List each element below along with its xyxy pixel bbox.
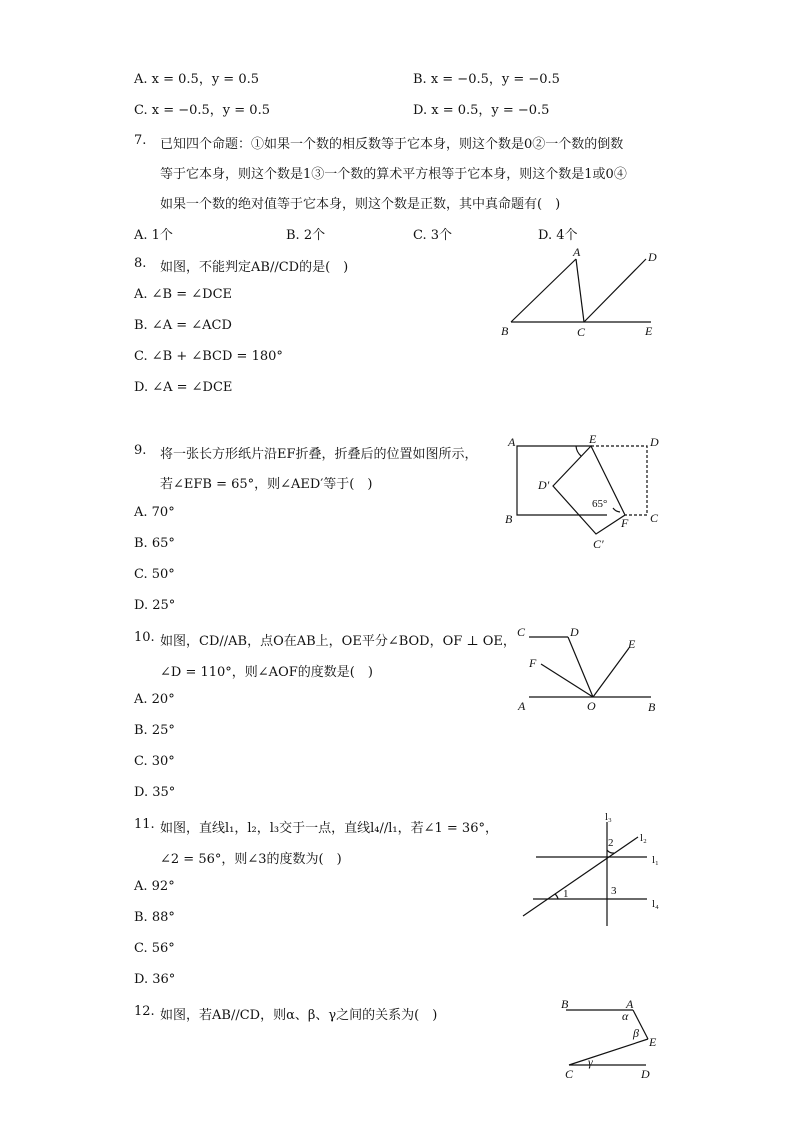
q10-option-d: D. 35° — [134, 785, 176, 800]
q6-option-d: D. x = 0.5，y = −0.5 — [413, 103, 550, 118]
q9-label-d: D — [650, 435, 659, 449]
q9-label-f: F — [621, 516, 629, 530]
q8-label-e: E — [645, 324, 653, 338]
q6-option-a: A. x = 0.5，y = 0.5 — [134, 72, 259, 87]
q8-option-c: C. ∠B + ∠BCD = 180° — [134, 349, 283, 364]
q9-label-angle: 65° — [592, 498, 608, 510]
q10-label-e: E — [628, 637, 636, 651]
q10-option-c: C. 30° — [134, 754, 175, 769]
q11-option-c: C. 56° — [134, 941, 175, 956]
q9-label-e: E — [589, 432, 597, 446]
q11-label-l3: l₃ — [605, 811, 612, 823]
q10-label-f: F — [529, 656, 537, 670]
q9-label-a: A — [508, 435, 516, 449]
q8-number: 8. — [134, 256, 147, 271]
q12-label-b: B — [561, 997, 569, 1011]
q12-label-alpha: α — [622, 1009, 629, 1023]
q11-number: 11. — [134, 817, 155, 832]
q7-option-d: D. 4个 — [538, 228, 578, 243]
q12-label-gamma: γ — [588, 1055, 593, 1069]
q12-label-a: A — [626, 997, 634, 1011]
q6-option-b: B. x = −0.5，y = −0.5 — [413, 72, 560, 87]
q12-label-beta: β — [633, 1026, 639, 1040]
q12-label-d: D — [641, 1067, 650, 1081]
q7-stem-line-2: 等于它本身，则这个数是1③一个数的算术平方根等于它本身，则这个数是1或0④ — [160, 167, 627, 182]
q9-label-c-prime: C′ — [593, 537, 604, 551]
q10-stem-line-2: ∠D = 110°，则∠AOF的度数是( ) — [160, 665, 373, 680]
q11-label-l4: l₄ — [652, 898, 659, 910]
q10-label-a: A — [518, 699, 526, 713]
q10-number: 10. — [134, 630, 155, 645]
q9-option-c: C. 50° — [134, 567, 175, 582]
q10-label-b: B — [648, 700, 656, 714]
q12-label-e: E — [649, 1035, 657, 1049]
q10-label-c: C — [517, 625, 526, 639]
q9-label-d-prime: D′ — [538, 478, 550, 492]
q9-label-c: C — [650, 511, 659, 525]
q8-label-d: D — [648, 250, 657, 264]
q9-stem-line-1: 将一张长方形纸片沿EF折叠，折叠后的位置如图所示， — [160, 447, 478, 462]
q10-label-d: D — [570, 625, 579, 639]
q10-label-o: O — [587, 699, 596, 713]
q10-option-a: A. 20° — [134, 692, 175, 707]
q8-option-a: A. ∠B = ∠DCE — [134, 287, 233, 302]
q9-option-a: A. 70° — [134, 505, 175, 520]
q9-number: 9. — [134, 443, 147, 458]
q12-label-c: C — [565, 1067, 574, 1081]
q12-stem: 如图，若AB//CD，则α、β、γ之间的关系为( ) — [160, 1008, 438, 1023]
q11-label-angle-2: 2 — [608, 837, 614, 849]
q6-option-c: C. x = −0.5，y = 0.5 — [134, 103, 270, 118]
q8-label-b: B — [501, 324, 509, 338]
q7-stem-line-1: 已知四个命题：①如果一个数的相反数等于它本身，则这个数是0②一个数的倒数 — [160, 137, 624, 152]
q11-label-angle-1: 1 — [563, 888, 569, 900]
q7-option-c: C. 3个 — [413, 228, 453, 243]
q11-stem-line-2: ∠2 = 56°，则∠3的度数为( ) — [160, 852, 342, 867]
q9-option-b: B. 65° — [134, 536, 175, 551]
q8-option-b: B. ∠A = ∠ACD — [134, 318, 232, 333]
q11-stem-line-1: 如图，直线l₁，l₂，l₃交于一点，直线l₄//l₁，若∠1 = 36°， — [160, 821, 498, 836]
q12-number: 12. — [134, 1004, 155, 1019]
q10-option-b: B. 25° — [134, 723, 175, 738]
q8-stem: 如图，不能判定AB//CD的是( ) — [160, 260, 349, 275]
q7-option-b: B. 2个 — [286, 228, 326, 243]
q8-option-d: D. ∠A = ∠DCE — [134, 380, 233, 395]
q7-number: 7. — [134, 133, 147, 148]
q11-option-a: A. 92° — [134, 879, 175, 894]
q9-stem-line-2: 若∠EFB = 65°，则∠AED′等于( ) — [160, 477, 373, 492]
q11-option-b: B. 88° — [134, 910, 175, 925]
q11-label-l1: l₁ — [652, 854, 659, 866]
q8-label-a: A — [573, 245, 581, 259]
q9-option-d: D. 25° — [134, 598, 176, 613]
q12-line-ec — [569, 1039, 648, 1065]
q7-stem-line-3: 如果一个数的绝对值等于它本身，则这个数是正数，其中真命题有( ) — [160, 197, 561, 212]
q11-label-l2: l₂ — [640, 832, 647, 844]
q10-stem-line-1: 如图，CD//AB，点O在AB上，OE平分∠BOD，OF ⊥ OE， — [160, 634, 516, 649]
q9-label-b: B — [505, 512, 513, 526]
q8-label-c: C — [577, 325, 586, 339]
q7-option-a: A. 1个 — [134, 228, 173, 243]
q11-option-d: D. 36° — [134, 972, 176, 987]
q11-label-angle-3: 3 — [611, 885, 617, 897]
